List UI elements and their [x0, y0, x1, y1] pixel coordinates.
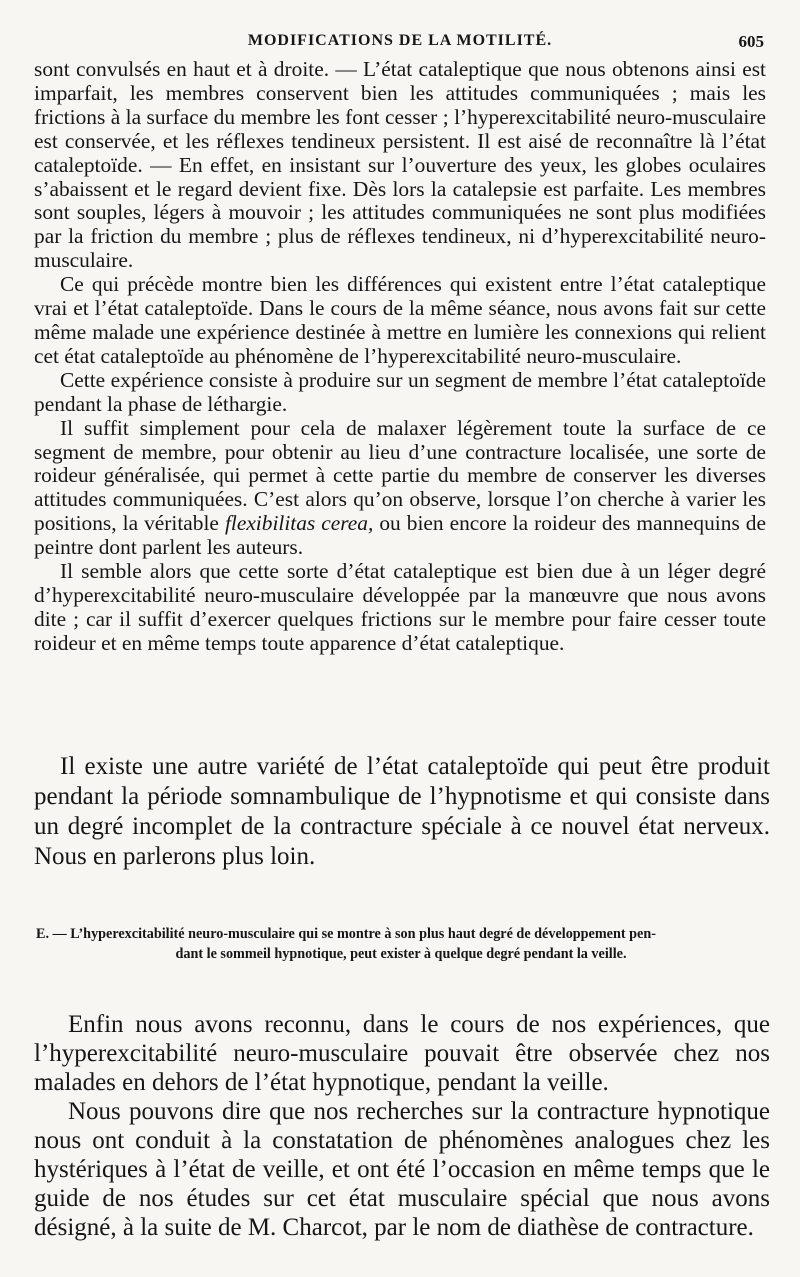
section-heading: [36, 924, 766, 964]
italic-term: flexibilitas cerea,: [224, 511, 374, 536]
lower-paragraph-1: Enfin nous avons reconnu, dans le cours de nos expériences, que l’hyperexcitabilité neuro-musculaire pouvait être observée chez nos malades en dehors de l’état hypnotique, pendant la veille.: [34, 1011, 770, 1096]
paragraph-4: [34, 417, 766, 560]
paragraph-4-text: Il suffit simplement pour cela de malaxer légèrement toute la surface de ce segment de membre, pour obtenir au lieu d’une contracture localisée, une sorte de roideur généralisée, qui permet à cette partie du membre de conserver les diverses attitudes communiquées. C’est alors qu’on observe, lorsque l’on cherche à varier les positions, la véritable: [34, 415, 766, 536]
section-heading-line-2: dant le sommeil hypnotique, peut exister à quelque degré pendant la veille.: [175, 946, 627, 962]
lower-text-block: [34, 1010, 770, 1242]
page-number: 605: [738, 32, 764, 51]
running-head: MODIFICATIONS DE LA MOTILITÉ.: [247, 32, 553, 49]
lower-paragraph-2: Nous pouvons dire que nos recherches sur la contracture hypnotique nous ont conduit à la constatation de phénomènes analogues chez les hystériques à l’état de veille, et ont été l’occasion en même temps que le guide de nos études sur cet état musculaire spécial que nous avons désigné, à la suite de M. Charcot, par le nom de diathèse de contracture.: [34, 1098, 770, 1241]
paragraph-5: Il semble alors que cette sorte d’état cataleptique est bien due à un léger degré d’hyperexcitabilité neuro-musculaire développée par la manœuvre que nous avons dite ; car il suffit d’exercer quelques frictions sur le membre pour faire cesser toute roideur et en même temps toute apparence d’état cataleptique.: [34, 559, 766, 655]
large-paragraph: Il existe une autre variété de l’état cataleptoïde qui peut être produit pendant la période somnambulique de l’hypnotisme et qui consiste dans un degré incomplet de la contracture spéciale à ce nouvel état nerveux. Nous en parlerons plus loin.: [34, 753, 770, 870]
paragraph-2: Ce qui précède montre bien les différences qui existent entre l’état cataleptique vrai et l’état cataleptoïde. Dans le cours de la même séance, nous avons fait sur cette même malade une expérience destinée à mettre en lumière les connexions qui relient cet état cataleptoïde au phénomène de l’hyperexcitabilité neuro-musculaire.: [34, 272, 766, 368]
section-heading-line-1: E. — L’hyperexcitabilité neuro-musculaire qui se montre à son plus haut degré de développement pen-: [36, 926, 656, 942]
main-text: [34, 58, 766, 656]
paragraph-3: Cette expérience consiste à produire sur un segment de membre l’état cataleptoïde pendant la phase de léthargie.: [34, 367, 766, 416]
large-text-block: [34, 752, 770, 872]
page-header: [36, 28, 764, 54]
paragraph-1: sont convulsés en haut et à droite. — L’état cataleptique que nous obtenons ainsi est imparfait, les membres conservent bien les attitudes communiquées ; mais les frictions à la surface du membre les font cesser ; l’hyperexcitabilité neuro-musculaire est conservée, et les réflexes tendineux persistent. Il est aisé de reconnaître là l’état cataleptoïde. — En effet, en insistant sur l’ouverture des yeux, les globes oculaires s’abaissent et le regard devient fixe. Dès lors la catalepsie est parfaite. Les membres sont souples, légers à mouvoir ; les attitudes communiquées ne sont plus modifiées par la friction du membre ; plus de réflexes tendineux, ni d’hyperexcitabilité neuro-musculaire.: [34, 57, 766, 273]
paragraph-4-tail: ou bien encore la roideur des mannequins de peintre dont parlent les auteurs.: [34, 511, 766, 560]
